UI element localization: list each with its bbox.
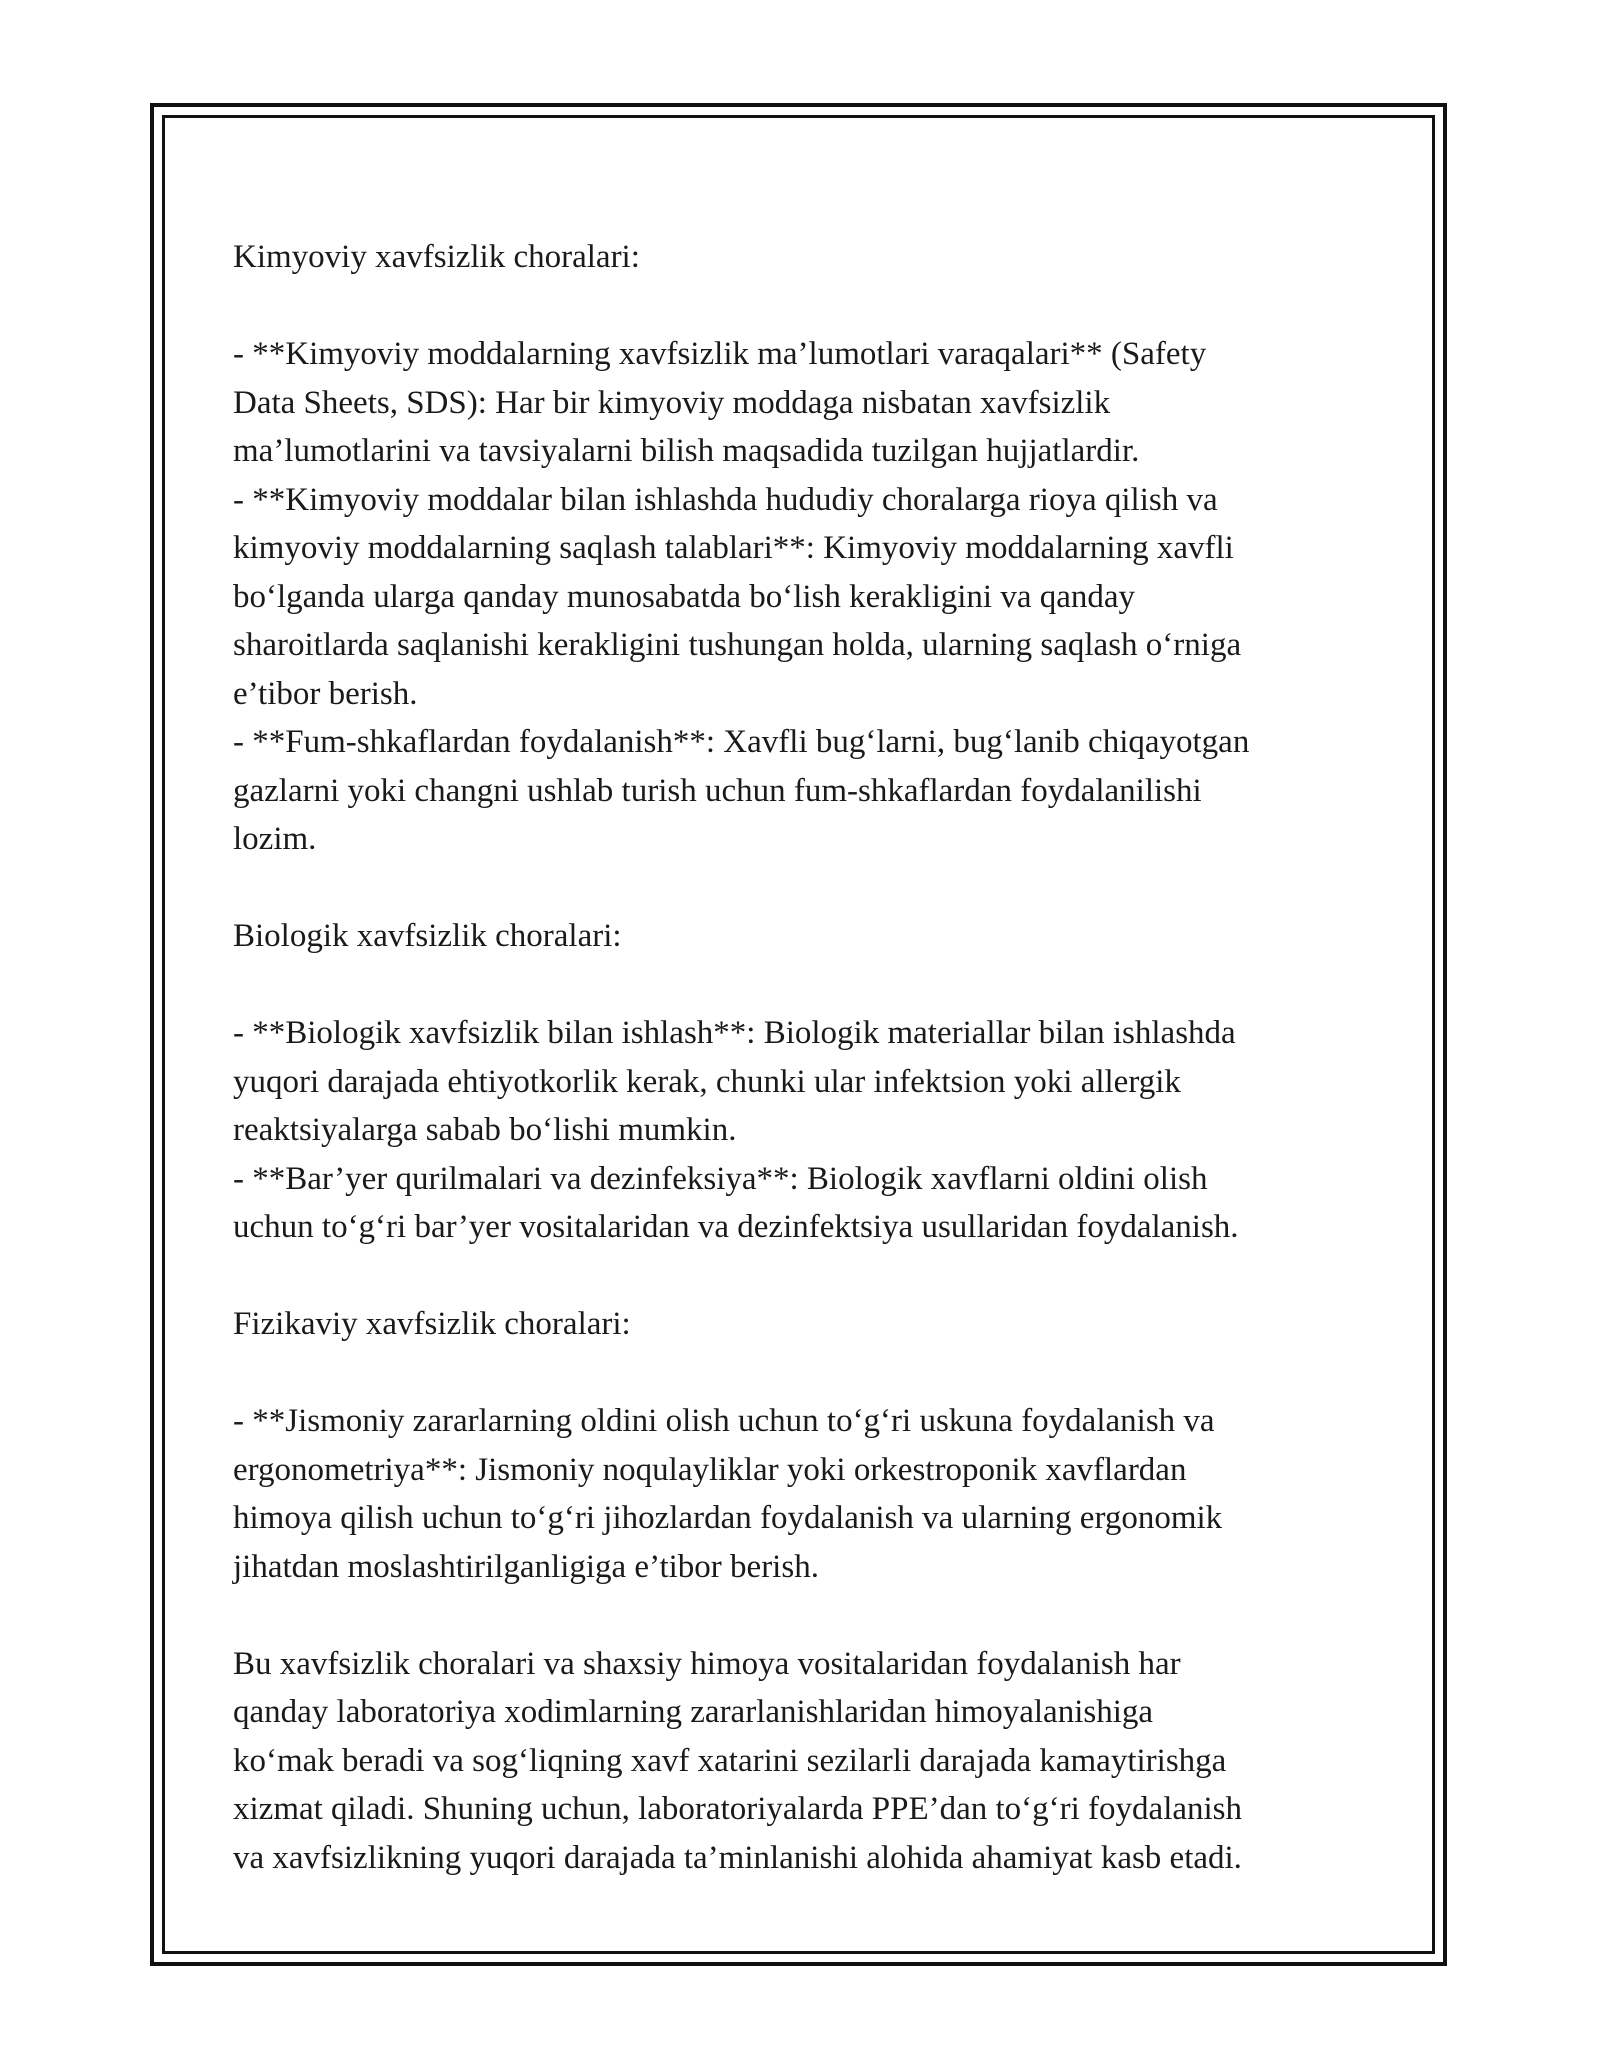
text-line: ko‘mak beradi va sog‘liqning xavf xatarini sezilarli darajada kamaytirishga xyxy=(233,1742,1227,1779)
text-line: - **Fum-shkaflardan foydalanish**: Xavfli bug‘larni, bug‘lanib chiqayotgan xyxy=(233,724,1250,760)
spacer xyxy=(233,1591,1393,1640)
text-line: Data Sheets, SDS): Har bir kimyoviy moddaga nisbatan xavfsizlik xyxy=(233,384,1111,421)
text-line: - **Biologik xavfsizlik bilan ishlash**: Biologik materiallar bilan ishlashda xyxy=(233,1015,1236,1051)
spacer xyxy=(233,1252,1393,1301)
text-line: himoya qilish uchun to‘g‘ri jihozlardan foydalanish va ularning ergonomik xyxy=(233,1500,1223,1536)
section-heading: Biologik xavfsizlik choralari: xyxy=(233,918,622,954)
section-heading: Kimyoviy xavfsizlik choralari: xyxy=(233,239,640,275)
text-line: yuqori darajada ehtiyotkorlik kerak, chunki ular infektsion yoki allergik xyxy=(233,1063,1181,1100)
text-line: jihatdan moslashtirilganligiga e’tibor berish. xyxy=(233,1548,819,1585)
physical-safety-section xyxy=(233,1300,1393,1591)
spacer xyxy=(233,864,1393,913)
text-line: ergonometriya**: Jismoniy noqulayliklar yoki orkestroponik xavflardan xyxy=(233,1451,1187,1488)
text-line: - **Bar’yer qurilmalari va dezinfeksiya**: Biologik xavflarni oldini olish xyxy=(233,1160,1208,1197)
section-heading: Fizikaviy xavfsizlik choralari: xyxy=(233,1306,631,1342)
text-line: gazlarni yoki changni ushlab turish uchun fum-shkaflardan foydalanilishi xyxy=(233,772,1202,809)
spacer xyxy=(233,1349,1393,1398)
text-line: reaktsiyalarga sabab bo‘lishi mumkin. xyxy=(233,1112,737,1148)
text-line: uchun to‘g‘ri bar’yer vositalaridan va dezinfektsiya usullaridan foydalanish. xyxy=(233,1209,1239,1245)
chemical-safety-section xyxy=(233,233,1393,864)
text-line: qanday laboratoriya xodimlarning zararlanishlaridan himoyalanishiga xyxy=(233,1694,1154,1730)
conclusion-paragraph xyxy=(233,1640,1393,1883)
biological-safety-section xyxy=(233,912,1393,1252)
text-line: - **Kimyoviy moddalar bilan ishlashda hududiy choralarga rioya qilish va xyxy=(233,481,1218,518)
text-line: bo‘lganda ularga qanday munosabatda bo‘lish kerakligini va qanday xyxy=(233,578,1136,615)
text-line: xizmat qiladi. Shuning uchun, laboratoriyalarda PPE’dan to‘g‘ri foydalanish xyxy=(233,1791,1243,1827)
text-line: e’tibor berish. xyxy=(233,675,418,712)
text-line: - **Kimyoviy moddalarning xavfsizlik ma’lumotlari varaqalari** (Safety xyxy=(233,336,1207,372)
text-line: lozim. xyxy=(233,821,317,857)
text-line: Bu xavfsizlik choralari va shaxsiy himoya vositalaridan foydalanish har xyxy=(233,1645,1181,1682)
text-line: - **Jismoniy zararlarning oldini olish uchun to‘g‘ri uskuna foydalanish va xyxy=(233,1403,1215,1439)
spacer xyxy=(233,961,1393,1010)
text-line: sharoitlarda saqlanishi kerakligini tushungan holda, ularning saqlash o‘rniga xyxy=(233,627,1242,663)
text-line: ma’lumotlarini va tavsiyalarni bilish maqsadida tuzilgan hujjatlardir. xyxy=(233,433,1140,469)
text-line: kimyoviy moddalarning saqlash talablari**: Kimyoviy moddalarning xavfli xyxy=(233,530,1234,566)
text-line: va xavfsizlikning yuqori darajada ta’minlanishi alohida ahamiyat kasb etadi. xyxy=(233,1839,1242,1876)
document-body xyxy=(233,233,1393,1882)
spacer xyxy=(233,282,1393,331)
